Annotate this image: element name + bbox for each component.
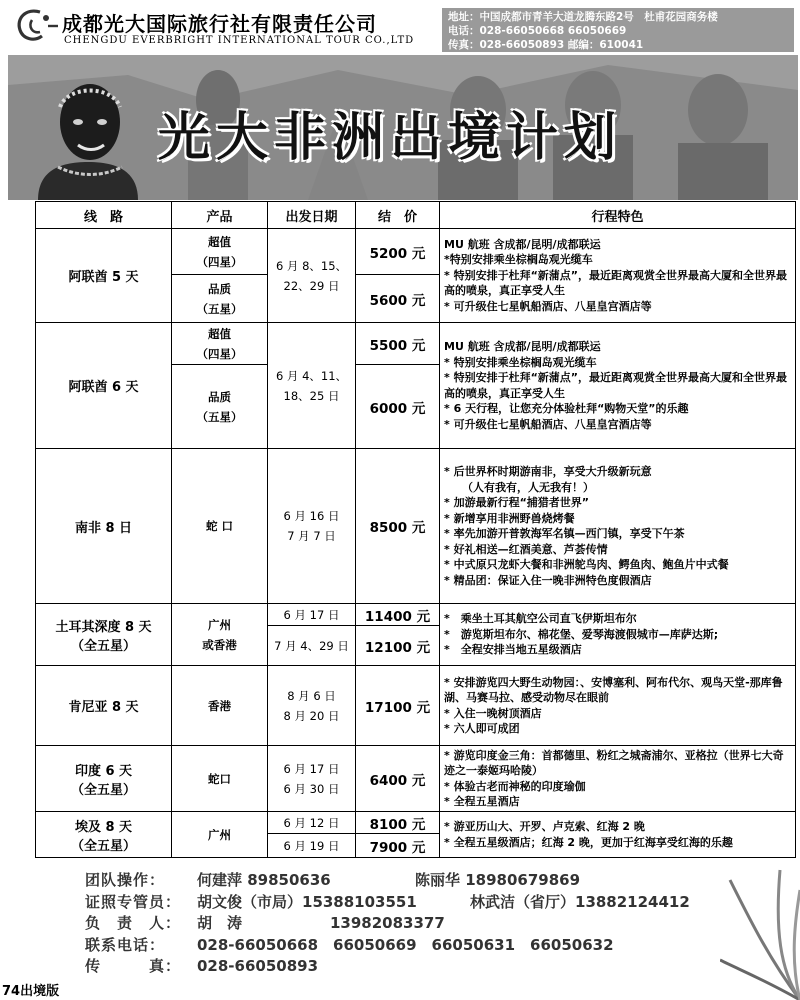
- feature-line: * 新增享用非洲野兽烧烤餐: [444, 511, 575, 525]
- date-cell: 6 月 12 日: [268, 812, 356, 834]
- feature-line: * 6 天行程，让您充分体验杜拜“购物天堂”的乐趣: [444, 402, 689, 415]
- company-logo: [10, 6, 62, 46]
- table-header-row: [36, 202, 796, 229]
- feature-line: * 可升级住七星帆船酒店、八星皇宫酒店等: [444, 417, 652, 431]
- date-cell: [268, 449, 356, 604]
- price-cell: 12100 元: [356, 626, 440, 666]
- header-route: 线 路: [36, 202, 172, 229]
- header-product: 产品: [172, 202, 268, 229]
- fax-text: 传真：028-66050893 邮编：610041: [448, 39, 644, 51]
- date-line: 6 月 30 日: [283, 781, 340, 796]
- feature-line: * 六人即可成团: [444, 722, 520, 735]
- date-line: 8 月 6 日: [287, 688, 336, 703]
- feature-line: * 体验古老而神秘的印度瑜伽: [444, 779, 586, 793]
- table-row: [36, 449, 796, 604]
- address-text: 地址：中国成都市青羊大道龙腾东路2号 杜甫花园商务楼: [448, 11, 718, 23]
- footer-label: 负 责 人：: [85, 914, 182, 932]
- date-line: 6 月 16 日: [283, 509, 340, 523]
- header-features: 行程特色: [440, 202, 796, 229]
- product-label: 超值: [208, 326, 231, 341]
- feature-line: * 游亚历山大、开罗、卢克索、红海 2 晚: [444, 820, 645, 833]
- header-date: 出发日期: [268, 202, 356, 229]
- footer-value: 028-66050893: [197, 957, 319, 975]
- product-cell: 蛇口: [172, 746, 268, 812]
- product-cell: [172, 365, 268, 449]
- date-line: 6 月 17 日: [283, 761, 340, 776]
- feature-line: * 好礼相送—红酒美意、芦荟传情: [444, 542, 608, 556]
- route-cell: 阿联酋 5 天: [36, 229, 172, 323]
- date-cell: 6 月 17 日: [268, 604, 356, 626]
- date-cell: 6 月 19 日: [268, 834, 356, 858]
- product-cell: 广州: [172, 812, 268, 858]
- feature-line: MU 航班 含成都/昆明/成都联运: [444, 237, 601, 251]
- footer-label: 团队操作：: [85, 871, 166, 889]
- feature-line: * 后世界杯时期游南非，享受大升级新玩意: [444, 465, 652, 478]
- banner: [8, 55, 798, 200]
- footer-value: 13982083377: [330, 914, 445, 932]
- price-cell: 11400 元: [356, 604, 440, 626]
- route-cell: 南非 8 日: [36, 449, 172, 604]
- header: [0, 0, 800, 55]
- date-line: 7 月 7 日: [287, 529, 336, 543]
- feature-line: * 特别安排于杜拜“新蒲点”，最近距离观赏全世界最高大厦和全世界最高的喷泉，真正享受人生: [444, 371, 788, 400]
- table-row: [36, 604, 796, 626]
- route-label: 印度 6 天: [74, 763, 133, 779]
- product-sub: 或香港: [202, 637, 237, 652]
- footer-value: 林武洁（省厅）13882124412: [470, 892, 690, 911]
- company-name-cn: 成都光大国际旅行社有限责任公司: [62, 12, 377, 36]
- date-line: 6 月 4、11、: [275, 368, 348, 383]
- table-row: [36, 746, 796, 812]
- date-line: 6 月 8、15、: [275, 258, 348, 273]
- date-line: 22、29 日: [283, 278, 340, 293]
- route-cell: 肯尼亚 8 天: [36, 666, 172, 746]
- route-sub: （全五星）: [70, 838, 136, 854]
- feature-line: * 精品团：保证入住一晚非洲特色度假酒店: [444, 573, 652, 587]
- feature-line: *特别安排乘坐棕榈岛观光缆车: [444, 253, 593, 267]
- company-name-en: CHENGDU EVERBRIGHT INTERNATIONAL TOUR CO.,LTD: [64, 35, 415, 46]
- footer-row: [85, 870, 795, 892]
- route-cell: [36, 746, 172, 812]
- footer-label: 传 真：: [85, 957, 182, 975]
- footer-row: [85, 935, 795, 957]
- route-cell: [36, 604, 172, 666]
- route-sub: （全五星）: [70, 638, 136, 654]
- feature-line: * 中式原只龙虾大餐和非洲鸵鸟肉、鳄鱼肉、鲍鱼片中式餐: [444, 558, 729, 571]
- date-cell: 7 月 4、29 日: [268, 626, 356, 666]
- product-cell: 蛇 口: [172, 449, 268, 604]
- footer-label: 联系电话：: [85, 935, 166, 954]
- product-label: 广州: [208, 617, 231, 632]
- date-cell: [268, 229, 356, 323]
- product-cell: [172, 604, 268, 666]
- feature-line: * 安排游览四大野生动物园：、安博塞利、阿布代尔、观鸟天堂-那库鲁湖、马赛马拉、感受动物尽在眼前: [444, 675, 783, 704]
- phone-text: 电话：028-66050668 66050669: [448, 25, 627, 37]
- price-cell: 5600 元: [356, 275, 440, 323]
- route-label: 埃及 8 天: [74, 819, 133, 835]
- product-sub: （四星）: [196, 346, 243, 361]
- footer-value: 陈丽华 18980679869: [415, 871, 581, 889]
- feature-line: * 游览斯坦布尔、棉花堡、爱琴海渡假城市—库萨达斯;: [444, 627, 719, 641]
- product-cell: 香港: [172, 666, 268, 746]
- product-cell: [172, 323, 268, 365]
- footer-row: [85, 956, 795, 978]
- features-cell: [440, 449, 796, 604]
- feature-line: MU 航班 含成都/昆明/成都联运: [444, 340, 601, 353]
- route-sub: （全五星）: [70, 782, 136, 798]
- page-label: 74出境版: [2, 984, 60, 999]
- product-label: 品质: [208, 281, 231, 296]
- feature-line: * 加游最新行程“捕猎者世界”: [444, 496, 590, 509]
- date-cell: [268, 666, 356, 746]
- footer-value: 何建萍 89850636: [197, 871, 331, 889]
- footer-value: 胡文俊（市局）15388103551: [197, 892, 417, 911]
- feature-line: * 入住一晚树顶酒店: [444, 706, 542, 720]
- maasai-portrait-photo: [28, 67, 148, 200]
- banner-title: 光大非洲出境计划: [158, 108, 623, 168]
- feature-line: （人有我有，人无我有！）: [462, 480, 594, 494]
- table-row: [36, 666, 796, 746]
- feature-line: * 特别安排于杜拜“新蒲点”，最近距离观赏全世界最高大厦和全世界最高的喷泉，真正享受人生: [444, 268, 788, 298]
- footer-value: 028-66050668 66050669 66050631 66050632: [197, 935, 614, 954]
- header-price: 结 价: [356, 202, 440, 229]
- table-row: [36, 812, 796, 834]
- table-row: [36, 323, 796, 365]
- price-cell: 8100 元: [356, 812, 440, 834]
- product-sub: （五星）: [196, 301, 243, 316]
- feature-line: * 全程五星酒店: [444, 795, 520, 808]
- tour-table: [35, 201, 795, 858]
- contact-box: [442, 8, 794, 52]
- date-line: 18、25 日: [283, 388, 340, 403]
- product-cell: [172, 229, 268, 275]
- product-label: 品质: [208, 389, 231, 404]
- product-sub: （四星）: [196, 254, 243, 269]
- feature-line: * 乘坐土耳其航空公司直飞伊斯坦布尔: [444, 612, 637, 626]
- price-cell: 8500 元: [356, 449, 440, 604]
- features-cell: [440, 666, 796, 746]
- footer-row: [85, 892, 795, 914]
- product-label: 超值: [208, 234, 231, 249]
- date-cell: [268, 746, 356, 812]
- features-cell: [440, 812, 796, 858]
- product-cell: [172, 275, 268, 323]
- footer-row: [85, 913, 795, 935]
- product-sub: （五星）: [196, 409, 243, 424]
- feature-line: * 全程五星级酒店；红海 2 晚，更加于红海享受红海的乐趣: [444, 835, 733, 849]
- footer-value: 胡 涛: [197, 914, 243, 932]
- feature-line: * 游览印度金三角：首都德里、粉红之城斋浦尔、亚格拉（世界七大奇迹之一泰姬玛哈陵）: [444, 748, 784, 777]
- features-cell: [440, 323, 796, 449]
- date-cell: [268, 323, 356, 449]
- price-cell: 7900 元: [356, 834, 440, 858]
- route-cell: 阿联酋 6 天: [36, 323, 172, 449]
- feature-line: * 特别安排乘坐棕榈岛观光缆车: [444, 355, 597, 369]
- route-cell: [36, 812, 172, 858]
- price-cell: 5200 元: [356, 229, 440, 275]
- feature-line: * 全程安排当地五星级酒店: [444, 643, 582, 657]
- feature-line: * 可升级住七星帆船酒店、八星皇宫酒店等: [444, 299, 652, 313]
- table-row: [36, 229, 796, 275]
- route-label: 土耳其深度 8 天: [55, 619, 152, 635]
- price-cell: 6000 元: [356, 365, 440, 449]
- footer-label: 证照专管员：: [85, 892, 182, 911]
- price-cell: 6400 元: [356, 746, 440, 812]
- price-cell: 5500 元: [356, 323, 440, 365]
- features-cell: [440, 229, 796, 323]
- price-cell: 17100 元: [356, 666, 440, 746]
- features-cell: [440, 746, 796, 812]
- contact-footer: [85, 870, 795, 978]
- date-line: 8 月 20 日: [283, 708, 340, 723]
- feature-line: * 率先加游开普敦海军名镇—西门镇，享受下午茶: [444, 527, 685, 540]
- features-cell: [440, 604, 796, 666]
